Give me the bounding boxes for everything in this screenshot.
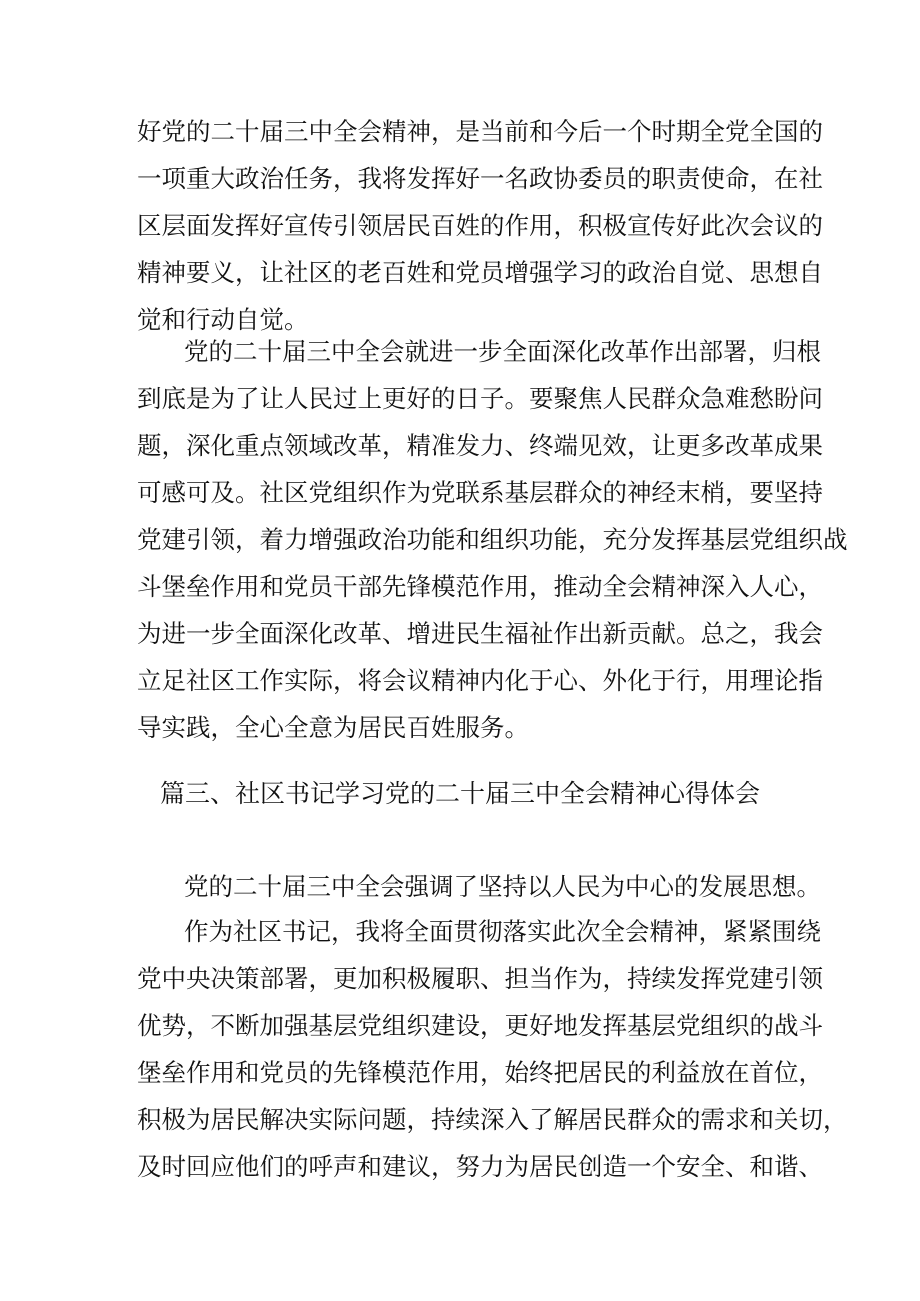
paragraph-3 [137,863,821,910]
paragraph-line: 为进一步全面深化改革、增进民生福祉作出新贡献。总之，我会 [137,619,823,648]
paragraph-line: 积极为居民解决实际问题，持续深入了解居民群众的需求和关切， [137,1105,848,1134]
paragraph-line: 优势，不断加强基层党组织建设，更好地发挥基层党组织的战斗 [137,1011,823,1040]
paragraph-line: 党建引领，着力增强政治功能和组织功能，充分发挥基层党组织战 [137,525,848,554]
paragraph-line: 导实践，全心全意为居民百姓服务。 [137,713,529,742]
paragraph-line: 及时回应他们的呼声和建议，努力为居民创造一个安全、和谐、 [137,1152,823,1181]
paragraph-line: 立足社区工作实际，将会议精神内化于心、外化于行，用理论指 [137,666,823,695]
paragraph-line: 觉和行动自觉。 [137,305,309,334]
paragraph-line: 可感可及。社区党组织作为党联系基层群众的神经末梢，要坚持 [137,478,823,507]
paragraph-4 [137,908,848,1190]
paragraph-1 [137,108,823,343]
paragraph-line: 党的二十届三中全会就进一步全面深化改革作出部署，归根 [184,337,821,366]
paragraph-line: 党的二十届三中全会强调了坚持以人民为中心的发展思想。 [184,872,821,901]
paragraph-line: 题，深化重点领域改革，精准发力、终端见效，让更多改革成果 [137,431,823,460]
paragraph-line: 堡垒作用和党员的先锋模范作用，始终把居民的利益放在首位， [137,1058,823,1087]
section-heading: 篇三、社区书记学习党的二十届三中全会精神心得体会 [159,779,760,808]
paragraph-line: 区层面发挥好宣传引领居民百姓的作用，积极宣传好此次会议的 [137,211,823,240]
paragraph-line: 作为社区书记，我将全面贯彻落实此次全会精神，紧紧围绕 [184,917,821,946]
paragraph-line: 党中央决策部署，更加积极履职、担当作为，持续发挥党建引领 [137,964,823,993]
paragraph-line: 一项重大政治任务，我将发挥好一名政协委员的职责使命，在社 [137,164,823,193]
paragraph-line: 精神要义，让社区的老百姓和党员增强学习的政治自觉、思想自 [137,258,823,287]
paragraph-line: 斗堡垒作用和党员干部先锋模范作用，推动全会精神深入人心， [137,572,823,601]
paragraph-2 [137,328,848,751]
paragraph-line: 好党的二十届三中全会精神，是当前和今后一个时期全党全国的 [137,117,823,146]
paragraph-line: 到底是为了让人民过上更好的日子。要聚焦人民群众急难愁盼问 [137,384,823,413]
